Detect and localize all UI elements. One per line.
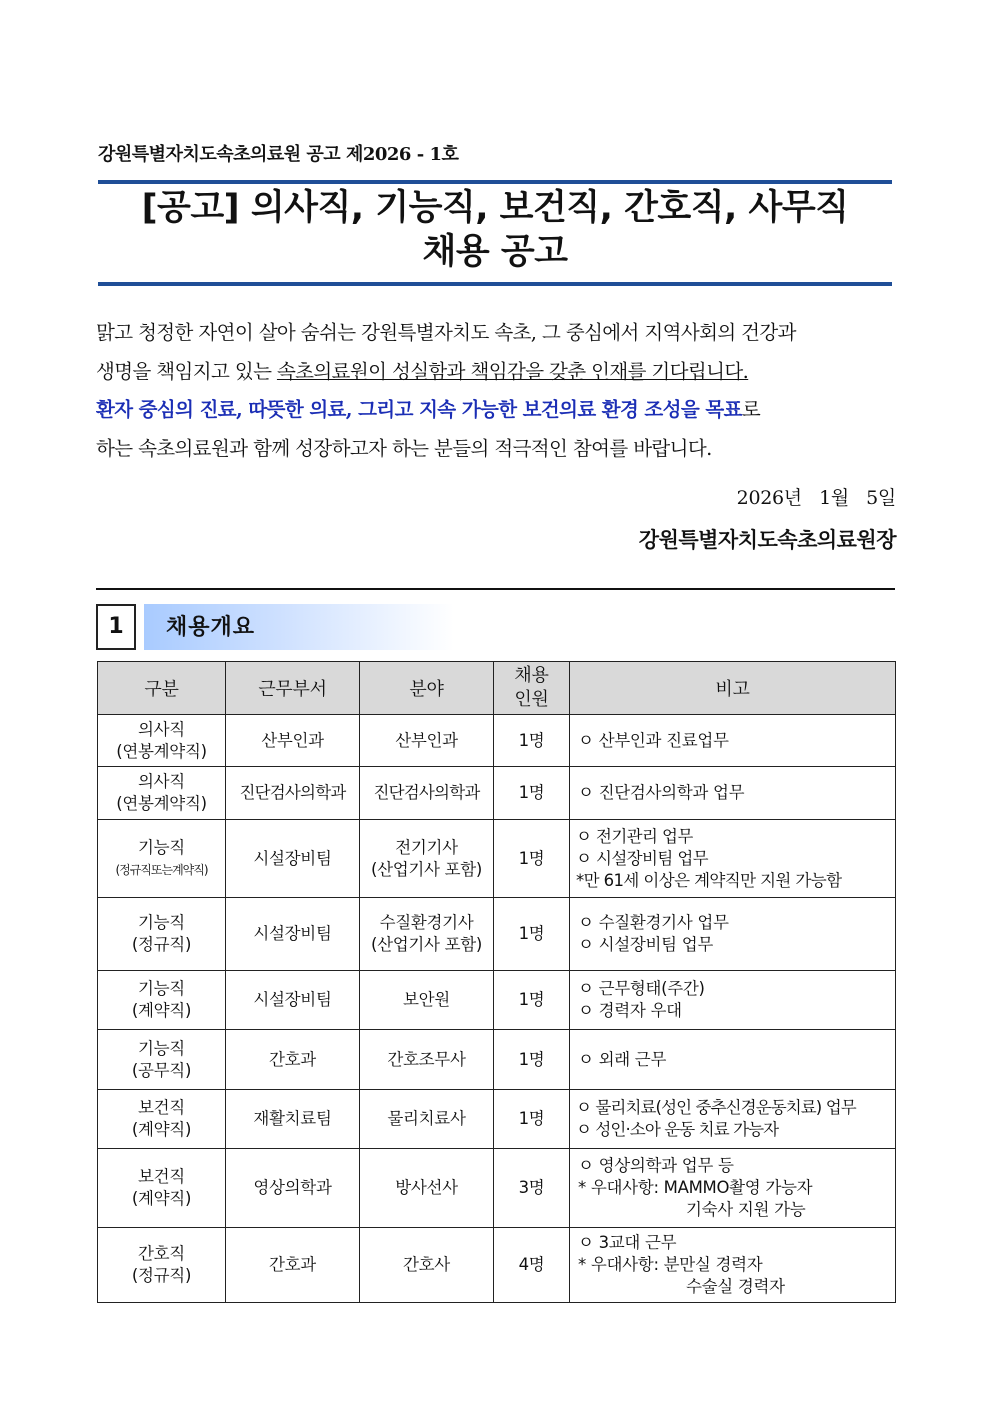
field-name: 수질환경기사 bbox=[379, 913, 474, 932]
remark-line: ㅇ 수질환경기사 업무 bbox=[578, 913, 729, 932]
intro-line2-underlined: 속초의료원이 성실함과 책임감을 갖춘 인재를 기다립니다. bbox=[276, 359, 749, 383]
intro-line4: 하는 속초의료원과 함께 성장하고자 하는 분들의 적극적인 참여를 바랍니다. bbox=[96, 436, 712, 460]
remark-line: *만 61세 이상은 계약직만 지원 가능함 bbox=[576, 870, 842, 890]
cell-remarks bbox=[570, 820, 896, 898]
header-department: 근무부서 bbox=[226, 662, 360, 715]
cell-count: 1명 bbox=[494, 1030, 570, 1090]
remark-line: ㅇ 경력자 우대 bbox=[578, 1001, 682, 1020]
intro-paragraph bbox=[96, 314, 894, 468]
category-type: 기능직 bbox=[138, 837, 185, 857]
category-type: 기능직 bbox=[138, 913, 185, 932]
cell-department: 간호과 bbox=[226, 1030, 360, 1090]
cell-remarks bbox=[570, 1228, 896, 1303]
category-type: 의사직 bbox=[138, 772, 185, 791]
category-contract: (연봉계약직) bbox=[116, 741, 207, 761]
category-contract: (정규직) bbox=[131, 1266, 192, 1285]
remark-line: ㅇ 영상의학과 업무 등 bbox=[578, 1156, 734, 1175]
header-count bbox=[494, 662, 570, 715]
category-type: 기능직 bbox=[138, 979, 185, 998]
cell-category bbox=[98, 898, 226, 971]
category-contract: (계약직) bbox=[131, 1120, 192, 1139]
cell-category bbox=[98, 1228, 226, 1303]
notice-date: 2026년 1월 5일 bbox=[736, 487, 896, 509]
cell-count: 3명 bbox=[494, 1149, 570, 1228]
intro-line3-tail: 로 bbox=[741, 398, 761, 421]
header-count-line1: 채용 bbox=[514, 665, 549, 686]
cell-department: 재활치료팀 bbox=[226, 1090, 360, 1149]
category-contract: (정규직또는계약직) bbox=[115, 862, 208, 877]
cell-category bbox=[98, 971, 226, 1030]
category-type: 기능직 bbox=[138, 1038, 185, 1058]
section-title: 채용개요 bbox=[144, 604, 454, 650]
section-number: 1 bbox=[96, 604, 136, 650]
cell-category bbox=[98, 767, 226, 820]
cell-category bbox=[98, 1149, 226, 1228]
field-detail: (산업기사 포함) bbox=[370, 859, 483, 879]
cell-count: 1명 bbox=[494, 715, 570, 767]
cell-department: 시설장비팀 bbox=[226, 971, 360, 1030]
cell-department: 시설장비팀 bbox=[226, 898, 360, 971]
category-contract: (공무직) bbox=[131, 1060, 192, 1080]
header-remarks: 비고 bbox=[570, 662, 896, 715]
category-contract: (연봉계약직) bbox=[116, 794, 207, 813]
cell-remarks bbox=[570, 715, 896, 767]
table-row bbox=[98, 971, 896, 1030]
remark-line: ㅇ 물리치료(성인 중추신경운동치료) 업무 bbox=[576, 1098, 856, 1117]
cell-count: 4명 bbox=[494, 1228, 570, 1303]
field-name: 전기기사 bbox=[395, 837, 458, 857]
table-row bbox=[98, 1090, 896, 1149]
cell-field bbox=[360, 820, 494, 898]
cell-category bbox=[98, 820, 226, 898]
cell-field: 방사선사 bbox=[360, 1149, 494, 1228]
cell-count: 1명 bbox=[494, 971, 570, 1030]
category-contract: (계약직) bbox=[131, 1001, 192, 1020]
cell-field: 진단검사의학과 bbox=[360, 767, 494, 820]
cell-department: 산부인과 bbox=[226, 715, 360, 767]
remark-line: ㅇ 시설장비팀 업무 bbox=[578, 935, 714, 954]
cell-remarks bbox=[570, 1030, 896, 1090]
remark-line: ㅇ 전기관리 업무 bbox=[576, 826, 693, 846]
table-header-row bbox=[98, 662, 896, 715]
cell-field bbox=[360, 898, 494, 971]
cell-category bbox=[98, 1030, 226, 1090]
divider bbox=[96, 588, 895, 590]
remark-line: ㅇ 3교대 근무 bbox=[578, 1233, 677, 1252]
remark-line: ㅇ 산부인과 진료업무 bbox=[578, 730, 729, 750]
organization-head: 강원특별자치도속초의료원장 bbox=[638, 527, 896, 552]
cell-field: 간호사 bbox=[360, 1228, 494, 1303]
table-row bbox=[98, 898, 896, 971]
category-contract: (정규직) bbox=[131, 935, 192, 954]
remark-line: ㅇ 성인·소아 운동 치료 가능자 bbox=[576, 1120, 779, 1139]
table-row bbox=[98, 715, 896, 767]
header-field: 분야 bbox=[360, 662, 494, 715]
cell-department: 시설장비팀 bbox=[226, 820, 360, 898]
category-type: 보건직 bbox=[138, 1167, 185, 1186]
cell-field: 물리치료사 bbox=[360, 1090, 494, 1149]
notice-number: 강원특별자치도속초의료원 공고 제2026 - 1호 bbox=[98, 144, 459, 165]
table-row bbox=[98, 767, 896, 820]
category-contract: (계약직) bbox=[131, 1189, 192, 1208]
header-count-line2: 인원 bbox=[514, 689, 549, 710]
cell-remarks bbox=[570, 1090, 896, 1149]
page-title-line2: 채용 공고 bbox=[422, 232, 568, 272]
category-type: 보건직 bbox=[138, 1098, 185, 1117]
remark-line: * 우대사항: 분만실 경력자 bbox=[578, 1255, 763, 1274]
remark-line: 기숙사 지원 가능 bbox=[686, 1200, 806, 1219]
category-type: 간호직 bbox=[138, 1244, 185, 1263]
remark-line: ㅇ 근무형태(주간) bbox=[578, 979, 705, 998]
intro-line2-plain: 생명을 책임지고 있는 bbox=[96, 359, 277, 383]
intro-line2 bbox=[96, 353, 894, 392]
remark-line: ㅇ 진단검사의학과 업무 bbox=[578, 783, 745, 802]
cell-department: 진단검사의학과 bbox=[226, 767, 360, 820]
remark-line: ㅇ 외래 근무 bbox=[578, 1049, 667, 1069]
remark-line: 수술실 경력자 bbox=[686, 1277, 785, 1296]
remark-line: ㅇ 시설장비팀 업무 bbox=[576, 848, 709, 868]
cell-field: 보안원 bbox=[360, 971, 494, 1030]
cell-count: 1명 bbox=[494, 820, 570, 898]
cell-field: 산부인과 bbox=[360, 715, 494, 767]
cell-count: 1명 bbox=[494, 898, 570, 971]
intro-line3 bbox=[96, 391, 894, 430]
header-category: 구분 bbox=[98, 662, 226, 715]
cell-category bbox=[98, 715, 226, 767]
remark-line: * 우대사항: MAMMO촬영 가능자 bbox=[578, 1178, 813, 1197]
intro-line1: 맑고 청정한 자연이 살아 숨쉬는 강원특별자치도 속초, 그 중심에서 지역사회의 건강과 bbox=[96, 321, 796, 344]
title-box bbox=[98, 180, 892, 286]
cell-remarks bbox=[570, 971, 896, 1030]
cell-category bbox=[98, 1090, 226, 1149]
cell-department: 영상의학과 bbox=[226, 1149, 360, 1228]
page-title-line1: [공고] 의사직, 기능직, 보건직, 간호직, 사무직 bbox=[141, 188, 849, 228]
cell-field: 간호조무사 bbox=[360, 1030, 494, 1090]
cell-count: 1명 bbox=[494, 1090, 570, 1149]
table-row bbox=[98, 1149, 896, 1228]
recruitment-table bbox=[97, 661, 896, 1303]
cell-department: 간호과 bbox=[226, 1228, 360, 1303]
table-row bbox=[98, 820, 896, 898]
cell-remarks bbox=[570, 767, 896, 820]
cell-remarks bbox=[570, 898, 896, 971]
cell-count: 1명 bbox=[494, 767, 570, 820]
field-detail: (산업기사 포함) bbox=[370, 935, 483, 954]
table-row bbox=[98, 1030, 896, 1090]
cell-remarks bbox=[570, 1149, 896, 1228]
intro-line3-emphasis: 환자 중심의 진료, 따뜻한 의료, 그리고 지속 가능한 보건의료 환경 조성을 목표 bbox=[96, 398, 742, 421]
category-type: 의사직 bbox=[138, 719, 185, 739]
table-row bbox=[98, 1228, 896, 1303]
